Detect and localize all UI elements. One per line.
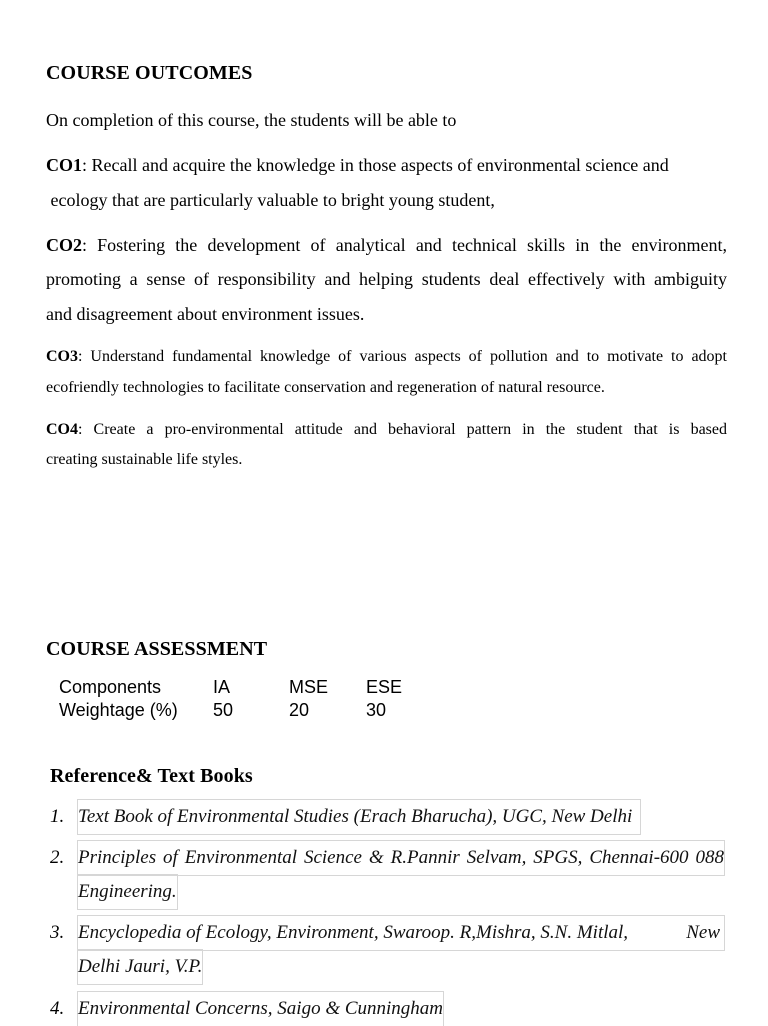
reference-3-line-1 bbox=[78, 916, 724, 950]
course-assessment-heading: COURSE ASSESSMENT bbox=[46, 638, 268, 660]
reference-3-number: 3. bbox=[50, 922, 65, 943]
reference-3-line-1-text: Encyclopedia of Ecology, Environment, Swaroop. R,Mishra, S.N. Mitlal, bbox=[78, 922, 629, 943]
co2-code: CO2 bbox=[46, 235, 82, 255]
header-cell-components: Components bbox=[59, 677, 162, 697]
weightage-ese: 30 bbox=[366, 700, 387, 720]
reference-4-number: 4. bbox=[50, 998, 65, 1019]
header-cell-ia: IA bbox=[213, 677, 231, 697]
co2-line-1 bbox=[46, 228, 727, 262]
reference-2-line-1: Principles of Environmental Science & R.Pannir Selvam, SPGS, Chennai-600 088 bbox=[78, 841, 724, 875]
co1-text-1: : Recall and acquire the knowledge in those aspects of environmental science and bbox=[82, 155, 669, 175]
reference-2-number: 2. bbox=[50, 847, 65, 868]
weightage-ia: 50 bbox=[213, 700, 234, 720]
co4-line-1 bbox=[46, 414, 727, 445]
co2-text-1: : Fostering the development of analytical and technical skills in the environment, bbox=[82, 235, 727, 255]
weightage-mse: 20 bbox=[289, 700, 310, 720]
co2-line-3: and disagreement about environment issues. bbox=[46, 304, 365, 324]
header-cell-mse: MSE bbox=[289, 677, 329, 697]
co2-line-2: promoting a sense of responsibility and helping students deal effectively with ambiguity bbox=[46, 269, 727, 289]
co4-line-2: creating sustainable life styles. bbox=[46, 451, 243, 468]
outcomes-intro: On completion of this course, the students will be able to bbox=[46, 110, 457, 130]
course-outcomes-heading: COURSE OUTCOMES bbox=[46, 62, 253, 84]
reference-3-line-2: Delhi Jauri, V.P. bbox=[78, 950, 202, 984]
co1-line-1 bbox=[46, 148, 669, 182]
co3-text-1: : Understand fundamental knowledge of various aspects of pollution and to motivate to adopt bbox=[78, 348, 727, 365]
co3-code: CO3 bbox=[46, 348, 78, 365]
co3-line-2: ecofriendly technologies to facilitate conservation and regeneration of natural resource. bbox=[46, 379, 605, 396]
reference-1-number: 1. bbox=[50, 806, 65, 827]
references-heading: Reference& Text Books bbox=[50, 765, 253, 787]
weightage-label: Weightage (%) bbox=[59, 700, 178, 720]
reference-3-line-1-trailing: New bbox=[686, 922, 720, 943]
co1-line-2: ecology that are particularly valuable to bright young student, bbox=[46, 190, 495, 210]
co4-text-1: : Create a pro-environmental attitude and behavioral pattern in the student that is based bbox=[78, 421, 727, 438]
reference-4-line-1: Environmental Concerns, Saigo & Cunningham bbox=[78, 992, 443, 1026]
reference-2-line-2: Engineering. bbox=[78, 875, 177, 909]
reference-1-line-1: Text Book of Environmental Studies (Erach Bharucha), UGC, New Delhi bbox=[78, 800, 640, 834]
header-cell-ese: ESE bbox=[366, 677, 403, 697]
co4-code: CO4 bbox=[46, 421, 78, 438]
co1-code: CO1 bbox=[46, 155, 82, 175]
co3-line-1 bbox=[46, 341, 727, 372]
